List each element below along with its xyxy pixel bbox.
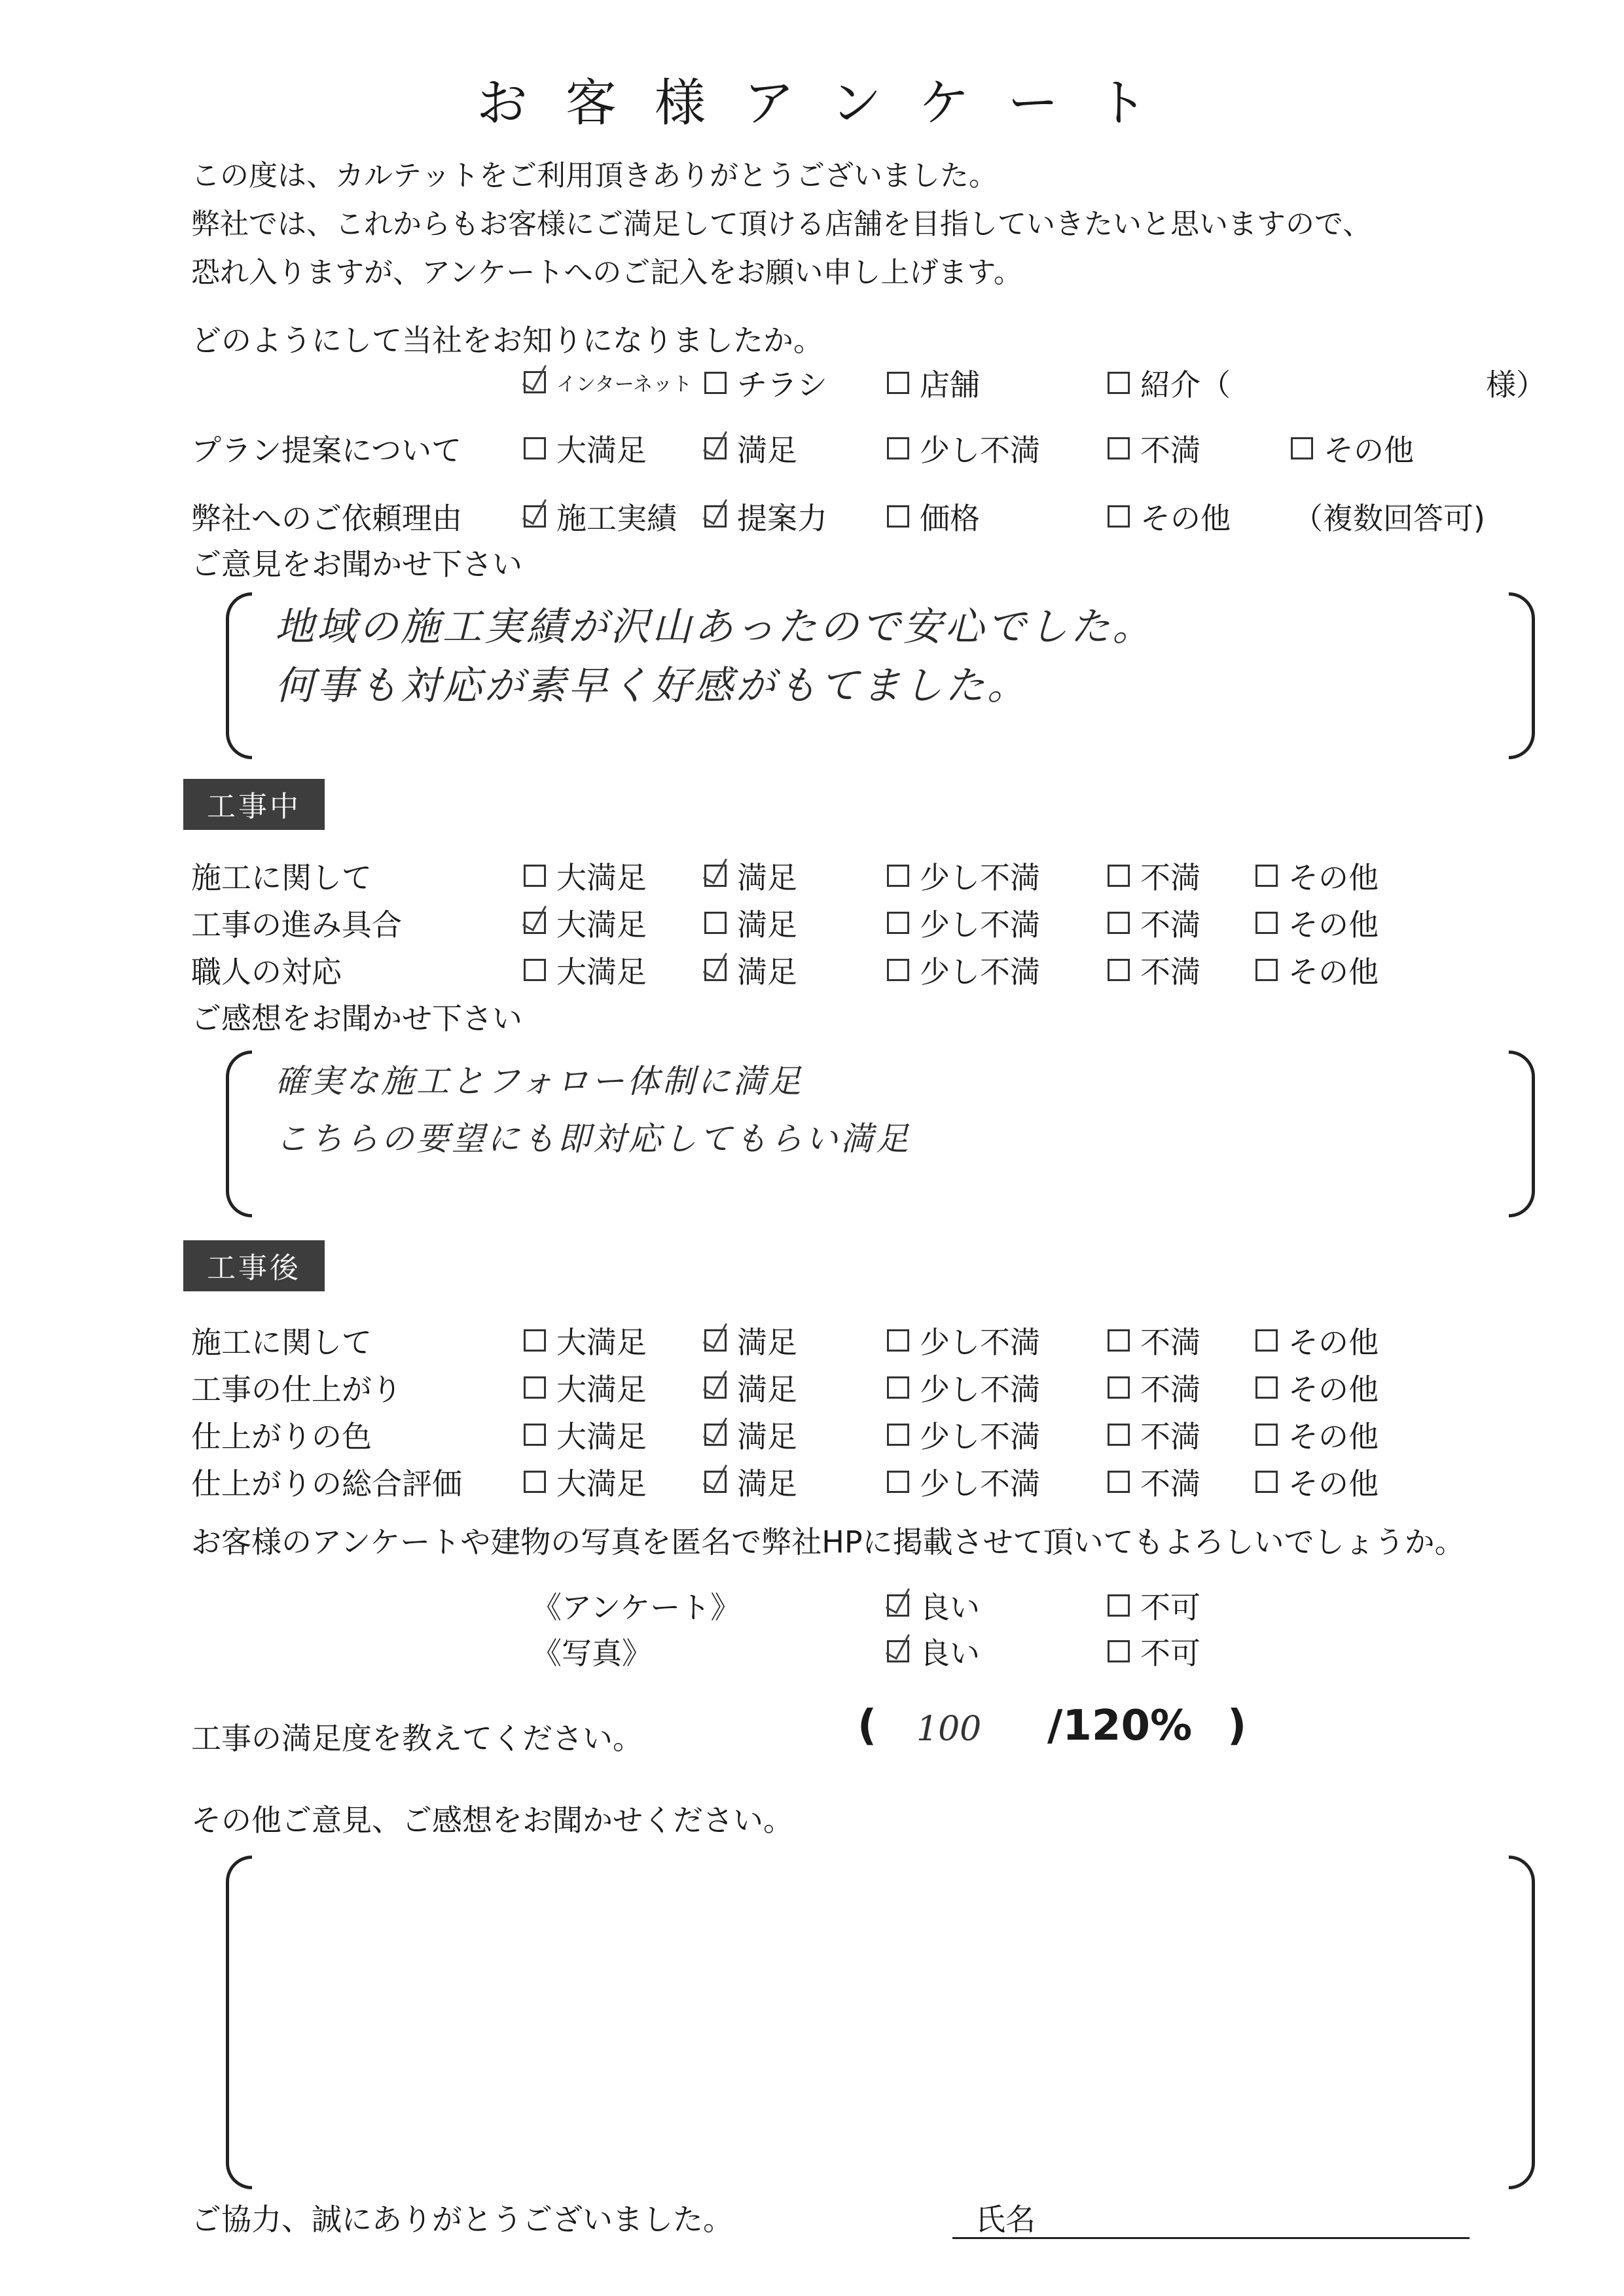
plan-option[interactable]: 満足 [704,427,797,470]
rating-option[interactable]: 満足 [704,1460,797,1503]
rating-option[interactable]: 不満 [1108,948,1200,992]
checkbox-icon[interactable] [1108,1640,1130,1662]
satisfaction-value[interactable]: 100 [916,1710,982,1749]
rating-option[interactable]: 少し不満 [887,1413,1040,1456]
checkbox-icon[interactable] [524,912,546,934]
checkbox-icon[interactable] [887,1640,909,1662]
checkbox-icon[interactable] [704,1376,727,1399]
plan-option[interactable]: その他 [1291,427,1414,470]
section-label-after: 工事後 [183,1240,325,1291]
name-label: 氏名 [975,2202,1036,2237]
publish-question: お客様のアンケートや建物の写真を匿名で弊社HPに掲載させて頂いてもよろしいでしょうか。 [191,1524,1465,1560]
publish-photo-bad[interactable]: 不可 [1108,1630,1200,1673]
rating-option[interactable]: 大満足 [524,854,647,897]
checkbox-icon[interactable] [1108,1471,1130,1493]
checkbox-icon[interactable] [1255,1424,1278,1446]
checkbox-icon[interactable] [1108,437,1130,459]
rating-option[interactable]: 大満足 [524,1366,647,1409]
checkbox-icon[interactable] [887,505,909,528]
checkbox-icon[interactable] [704,1471,727,1493]
publish-photo-label: 《写真》 [532,1636,652,1671]
plan-question: プラン提案について [191,433,462,468]
checkbox-icon[interactable] [704,959,727,981]
during-comment-line-1: 確実な施工とフォロー体制に満足 [275,1062,804,1100]
option-store[interactable]: 店舗 [887,361,980,404]
checkbox-icon[interactable] [1108,1594,1130,1617]
checkbox-icon[interactable] [887,437,909,459]
checkbox-icon[interactable] [524,1376,546,1399]
rating-row-label: 仕上がりの色 [191,1419,372,1454]
option-referral[interactable]: 紹介（ [1108,361,1231,404]
rating-row-label: 工事の仕上がり [191,1372,402,1407]
rating-row-label: 仕上がりの総合評価 [191,1466,462,1501]
checkbox-icon[interactable] [887,1424,909,1446]
rating-option[interactable]: その他 [1255,854,1379,897]
checkbox-icon[interactable] [1108,505,1130,528]
rating-option[interactable]: その他 [1255,1460,1379,1503]
rating-option[interactable]: 不満 [1108,1366,1200,1409]
checkbox-icon[interactable] [1108,372,1130,394]
plan-option[interactable]: 不満 [1108,427,1200,470]
rating-option[interactable]: 満足 [704,1319,797,1362]
footer-thanks: ご協力、誠にありがとうございました。 [191,2202,733,2237]
other-question: その他ご意見、ご感想をお聞かせください。 [191,1803,793,1838]
intro-line-2: 弊社では、これからもお客様にご満足して頂ける店舗を目指していきたいと思いますので、 [191,207,1372,241]
checkbox-icon[interactable] [524,1329,546,1352]
checkbox-icon[interactable] [887,1471,909,1493]
checkbox-icon[interactable] [1108,912,1130,934]
reason-question: 弊社へのご依頼理由 [191,501,462,536]
checkbox-icon[interactable] [524,1424,546,1446]
opinion-heading: ご意見をお聞かせ下さい [191,547,522,582]
section-label-during: 工事中 [183,779,325,830]
rating-option[interactable]: 満足 [704,1413,797,1456]
checkbox-icon[interactable] [887,1329,909,1352]
other-comment-box[interactable] [226,1856,1535,2189]
rating-row-label: 施工に関して [191,860,372,895]
option-flyer[interactable]: チラシ [704,361,827,404]
publish-survey-bad[interactable]: 不可 [1108,1584,1200,1627]
checkbox-icon[interactable] [1291,437,1313,459]
satisfaction-open-paren: ( [857,1702,877,1750]
checkbox-icon[interactable] [1255,865,1278,887]
rating-option[interactable]: 少し不満 [887,1319,1040,1362]
plan-option[interactable]: 少し不満 [887,427,1040,470]
checkbox-icon[interactable] [887,372,909,394]
rating-option[interactable]: 不満 [1108,1460,1200,1503]
rating-row-label: 職人の対応 [191,954,342,990]
rating-row-label: 施工に関して [191,1325,372,1360]
rating-option[interactable]: 少し不満 [887,1460,1040,1503]
rating-option[interactable]: 不満 [1108,901,1200,944]
checkbox-icon[interactable] [524,371,546,393]
rating-option[interactable]: 大満足 [524,1319,647,1362]
plan-option[interactable]: 大満足 [524,427,647,470]
reason-note: （複数回答可) [1293,501,1485,536]
rating-option[interactable]: その他 [1255,1366,1379,1409]
rating-option[interactable]: 大満足 [524,1413,647,1456]
rating-option[interactable]: 不満 [1108,854,1200,897]
rating-option[interactable]: 少し不満 [887,1366,1040,1409]
checkbox-icon[interactable] [887,959,909,981]
checkbox-icon[interactable] [887,1594,909,1617]
rating-option[interactable]: 大満足 [524,901,647,944]
checkbox-icon[interactable] [704,505,727,528]
checkbox-icon[interactable] [1255,1329,1278,1352]
checkbox-icon[interactable] [524,437,546,459]
opinion-line-2: 何事も対応が素早く好感がもてました。 [275,663,1029,709]
checkbox-icon[interactable] [524,505,546,528]
checkbox-icon[interactable] [704,437,727,459]
how-known-question: どのようにして当社をお知りになりましたか。 [191,323,823,358]
rating-option[interactable]: 少し不満 [887,948,1040,992]
rating-option[interactable]: 少し不満 [887,854,1040,897]
satisfaction-max: /120% [1047,1702,1193,1750]
rating-option[interactable]: その他 [1255,1413,1379,1456]
checkbox-icon[interactable] [1255,912,1278,934]
checkbox-icon[interactable] [524,959,546,981]
checkbox-icon[interactable] [1255,1471,1278,1493]
during-comment-line-2: こちらの要望にも即対応してもらい満足 [275,1120,911,1158]
rating-option[interactable]: 満足 [704,1366,797,1409]
checkbox-icon[interactable] [524,1471,546,1493]
checkbox-icon[interactable] [887,912,909,934]
intro-line-1: この度は、カルテットをご利用頂きありがとうございました。 [191,159,998,192]
opinion-line-1: 地域の施工実績が沢山あったので安心でした。 [275,604,1155,650]
page-title: お客様アンケート [476,74,1186,133]
rating-option[interactable]: その他 [1255,901,1379,944]
reason-option[interactable]: 提案力 [704,495,827,538]
rating-option[interactable]: 大満足 [524,1460,647,1503]
checkbox-icon[interactable] [704,912,727,934]
checkbox-icon[interactable] [887,1376,909,1399]
checkbox-icon[interactable] [1108,865,1130,887]
publish-survey-label: 《アンケート》 [532,1590,741,1625]
checkbox-icon[interactable] [1255,1376,1278,1399]
option-internet[interactable]: インターネット [524,368,692,397]
rating-option[interactable]: その他 [1255,948,1379,992]
checkbox-icon[interactable] [704,1424,727,1446]
referral-suffix: 様） [1486,367,1546,403]
rating-option[interactable]: 満足 [704,901,797,944]
satisfaction-question: 工事の満足度を教えてください。 [191,1721,643,1756]
rating-row-label: 工事の進み具合 [191,907,402,942]
rating-option[interactable]: 不満 [1108,1413,1200,1456]
intro-line-3: 恐れ入りますが、アンケートへのご記入をお願い申し上げます。 [191,256,1022,289]
publish-photo-good[interactable]: 良い [887,1630,980,1673]
rating-option[interactable]: 少し不満 [887,901,1040,944]
publish-survey-good[interactable]: 良い [887,1584,980,1627]
satisfaction-close-paren: ) [1227,1702,1247,1750]
checkbox-icon[interactable] [1108,959,1130,981]
during-comment-heading: ご感想をお聞かせ下さい [191,1001,522,1036]
checkbox-icon[interactable] [1108,1424,1130,1446]
checkbox-icon[interactable] [1108,1376,1130,1399]
rating-option[interactable]: 満足 [704,854,797,897]
reason-option[interactable]: 施工実績 [524,495,677,538]
checkbox-icon[interactable] [704,865,727,887]
rating-option[interactable]: 大満足 [524,948,647,992]
checkbox-icon[interactable] [704,1329,727,1352]
rating-option[interactable]: 満足 [704,948,797,992]
rating-option[interactable]: 不満 [1108,1319,1200,1362]
reason-option[interactable]: 価格 [887,495,980,538]
checkbox-icon[interactable] [887,865,909,887]
checkbox-icon[interactable] [704,372,727,394]
checkbox-icon[interactable] [1108,1329,1130,1352]
reason-option[interactable]: その他 [1108,495,1231,538]
checkbox-icon[interactable] [1255,959,1278,981]
name-signature-line[interactable] [952,2237,1470,2239]
checkbox-icon[interactable] [524,865,546,887]
rating-option[interactable]: その他 [1255,1319,1379,1362]
